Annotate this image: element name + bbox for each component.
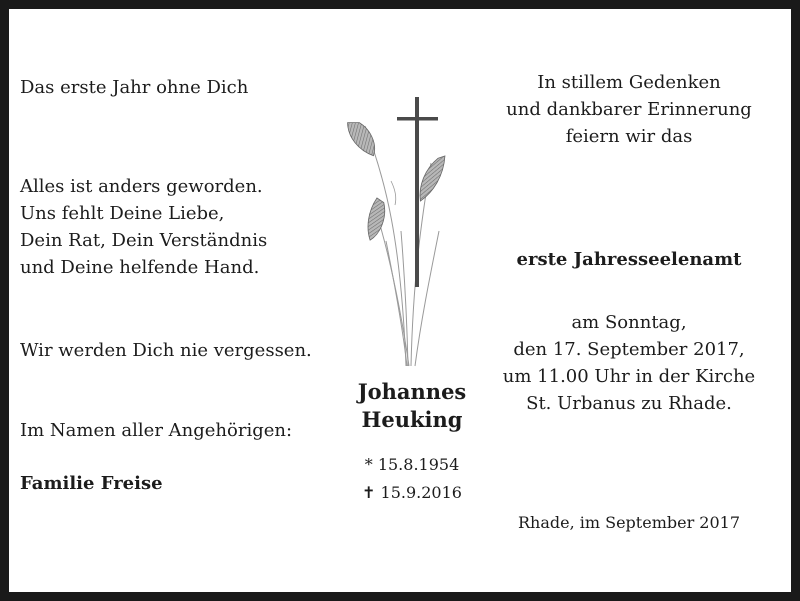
details-line: am Sonntag,	[571, 312, 687, 333]
service-details	[479, 309, 779, 417]
verse-line: Alles ist anders geworden.	[20, 176, 263, 197]
on-behalf-line: Im Namen aller Angehörigen:	[20, 420, 293, 441]
name-first: Johannes	[357, 379, 467, 404]
verse-line: und Deine helfende Hand.	[20, 257, 260, 278]
death-date: ✝ 15.9.2016	[362, 483, 462, 502]
event-title: erste Jahresseelenamt	[516, 249, 742, 270]
details-line: St. Urbanus zu Rhade.	[526, 393, 732, 414]
details-line: den 17. September 2017,	[513, 339, 745, 360]
intro-line: feiern wir das	[565, 126, 693, 147]
intro-block	[479, 69, 779, 150]
verse-block	[20, 173, 267, 281]
family-signature: Familie Freise	[20, 473, 163, 494]
verse-line: Uns fehlt Deine Liebe,	[20, 203, 225, 224]
life-dates	[327, 451, 497, 507]
name-last: Heuking	[361, 407, 463, 432]
intro-line: In stillem Gedenken	[537, 72, 721, 93]
place-date-line: Rhade, im September 2017	[517, 513, 741, 532]
cross-wheat-icon	[331, 81, 461, 376]
birth-date: * 15.8.1954	[364, 455, 460, 474]
verse-line: Dein Rat, Dein Verständnis	[20, 230, 268, 251]
obituary-card	[9, 9, 791, 592]
opening-line: Das erste Jahr ohne Dich	[20, 77, 249, 98]
deceased-name	[327, 378, 497, 434]
never-forget-line: Wir werden Dich nie vergessen.	[20, 340, 312, 361]
intro-line: und dankbarer Erinnerung	[506, 99, 752, 120]
details-line: um 11.00 Uhr in der Kirche	[502, 366, 756, 387]
